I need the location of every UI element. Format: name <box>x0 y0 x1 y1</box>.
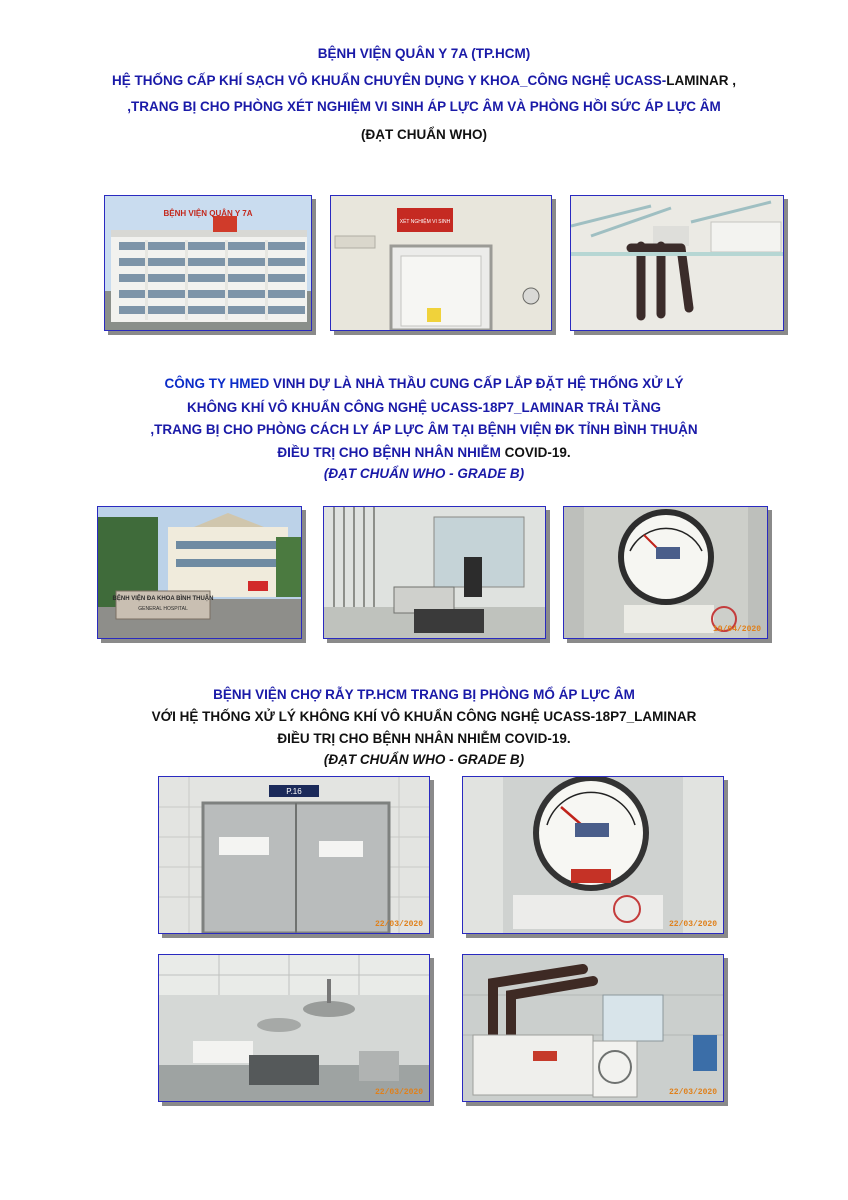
s2-patients-line <box>0 445 848 460</box>
s1-hospital-title: BỆNH VIỆN QUÂN Y 7A (TP.HCM) <box>317 46 531 61</box>
s3-photo2-date: 22/03/2020 <box>668 920 717 929</box>
s1-photo2-sign: XÉT NGHIỆM VI SINH <box>399 219 451 225</box>
s2-rooms-line: ,TRANG BỊ CHO PHÒNG CÁCH LY ÁP LỰC ÂM TẠI BỆNH VIỆN ĐK TỈNH BÌNH THUẬN <box>150 422 698 437</box>
s1-system-title-a: HỆ THỐNG CẤP KHÍ SẠCH VÔ KHUẨN CHUYÊN DỤNG Y KHOA_CÔNG NGHỆ UCASS- <box>111 73 667 88</box>
s3-photo-air-handling-unit <box>462 954 724 1102</box>
s2-patients-line-a: ĐIỀU TRỊ CHO BỆNH NHÂN NHIỄM <box>277 445 505 460</box>
s3-photo-or-door <box>158 776 430 934</box>
s3-photo4-date: 22/03/2020 <box>668 1088 717 1097</box>
s2-technology-line: KHÔNG KHÍ VÔ KHUẨN CÔNG NGHỆ UCASS-18P7_LAMINAR TRẢI TẦNG <box>186 400 662 415</box>
s1-standard-line: (ĐẠT CHUẨN WHO) <box>361 127 487 142</box>
s3-photo-pressure-gauge <box>462 776 724 934</box>
s3-photo3-date: 22/03/2020 <box>374 1088 423 1097</box>
s1-photo-hospital-building <box>104 195 312 331</box>
s2-patients-line-b: COVID-19. <box>504 445 571 460</box>
s3-photo1-door: P.16 <box>286 787 302 796</box>
s2-standard-line: (ĐẠT CHUẨN WHO - GRADE B) <box>323 466 525 481</box>
s3-standard-line: (ĐẠT CHUẨN WHO - GRADE B) <box>323 752 525 767</box>
s2-photo1-sign2: GENERAL HOSPITAL <box>138 606 188 612</box>
s1-rooms-line: ,TRANG BỊ CHO PHÒNG XÉT NGHIỆM VI SINH ÁP LỰC ÂM VÀ PHÒNG HỒI SỨC ÁP LỰC ÂM <box>127 99 721 114</box>
s1-photo-lab-door <box>330 195 552 331</box>
s2-photo3-date: 10/04/2020 <box>712 625 761 634</box>
s3-system-line-a: VỚI HỆ THỐNG XỬ LÝ KHÔNG KHÍ VÔ KHUẨN CÔNG NGHỆ UCASS- <box>151 709 596 724</box>
s2-photo1-sign: BỆNH VIỆN ĐA KHOA BÌNH THUẬN <box>112 596 214 602</box>
s2-photo-isolation-room <box>323 506 546 639</box>
s3-hospital-line: BỆNH VIỆN CHỢ RẪY TP.HCM TRANG BỊ PHÒNG MỔ ÁP LỰC ÂM <box>213 687 635 702</box>
s2-company-line-rest: VINH DỰ LÀ NHÀ THẦU CUNG CẤP LẮP ĐẶT HỆ THỐNG XỬ LÝ <box>269 376 684 391</box>
s1-photo-ducts <box>570 195 784 331</box>
s1-system-title <box>0 73 848 88</box>
s2-company-line <box>0 376 848 391</box>
s2-company-name: CÔNG TY HMED <box>164 376 270 391</box>
s1-photo1-sign: BỆNH VIỆN QUÂN Y 7A <box>163 209 253 218</box>
s2-photo-hospital-front <box>97 506 302 639</box>
s3-patients-line: ĐIỀU TRỊ CHO BỆNH NHÂN NHIỄM COVID-19. <box>277 731 571 746</box>
s2-photo-pressure-gauge <box>563 506 768 639</box>
s3-photo1-date: 22/03/2020 <box>374 920 423 929</box>
s3-photo-operating-room <box>158 954 430 1102</box>
s3-system-line <box>0 709 848 724</box>
s3-system-line-b: 18P7_LAMINAR <box>595 709 697 724</box>
s1-system-title-b: LAMINAR , <box>666 73 737 88</box>
